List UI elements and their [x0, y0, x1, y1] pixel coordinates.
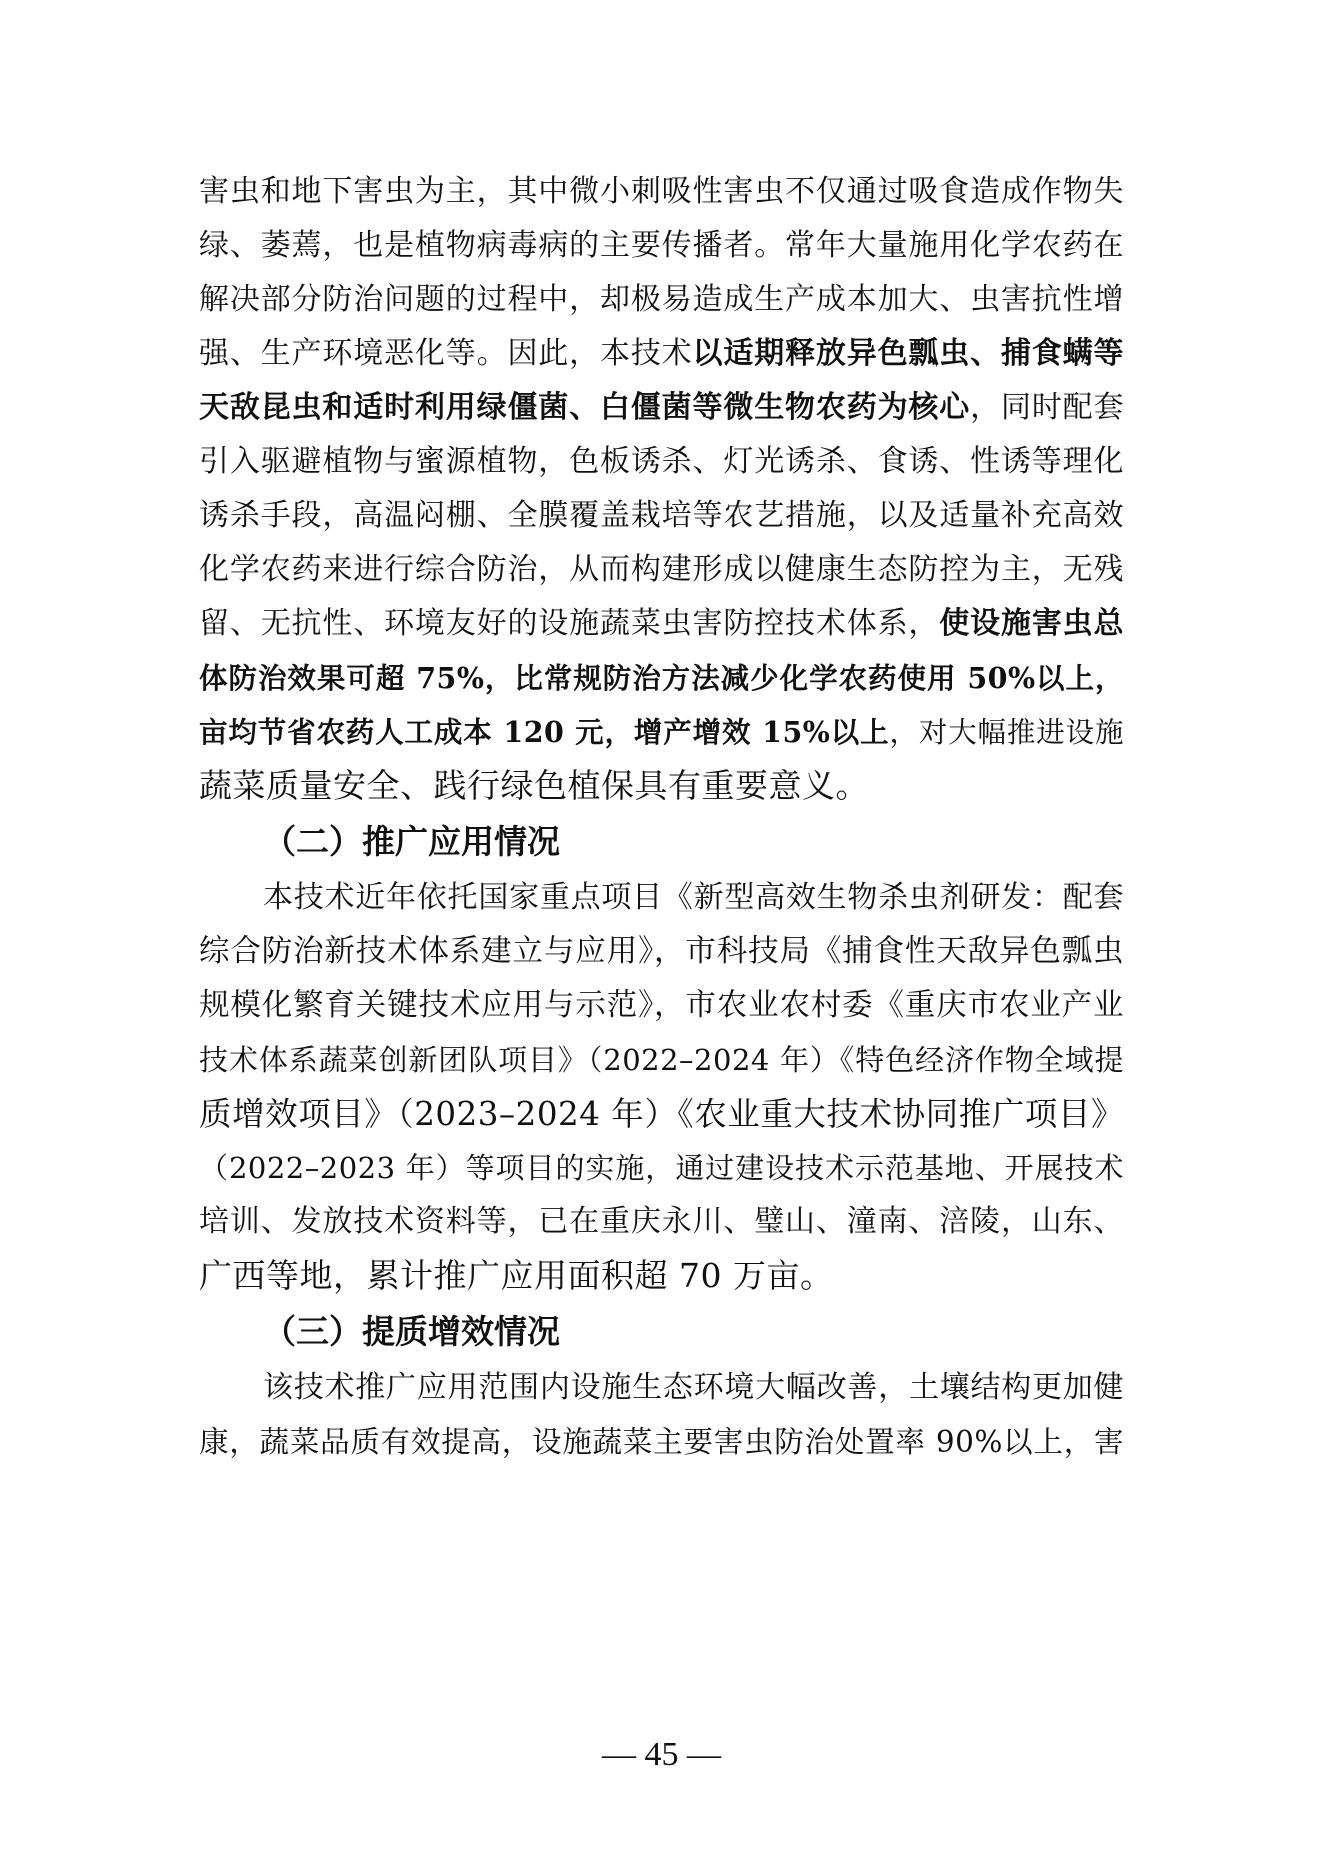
text-run: 化学农药来进行综合防治，从而构建形成以健康生态防控为主，无残 — [199, 552, 1124, 587]
body-line — [199, 164, 1124, 220]
section-heading-3: （三）提质增效情况 — [263, 1312, 560, 1351]
body-line: 技术体系蔬菜创新团队项目》（2022–2024 年）《特色经济作物全域提 — [199, 1043, 1124, 1077]
text-run: 害虫和地下害虫为主，其中微小刺吸性害虫不仅通过吸食造成作物失 — [199, 174, 1124, 209]
body-line — [199, 218, 1124, 274]
body-line — [199, 434, 1124, 490]
text-run: 蔬菜质量安全、践行绿色植保具有重要意义。 — [199, 766, 869, 805]
body-line — [199, 272, 1124, 328]
text-run: 绿、萎蔫，也是植物病毒病的主要传播者。常年大量施用化学农药在 — [199, 228, 1124, 263]
text-run: 解决部分防治问题的过程中，却极易造成生产成本加大、虫害抗性增 — [199, 282, 1124, 317]
body-line: 该技术推广应用范围内设施生态环境大幅改善，土壤结构更加健 — [263, 1370, 1124, 1405]
text-run: ，对大幅推进设施 — [889, 716, 1125, 749]
body-line — [199, 380, 1124, 436]
body-line — [199, 326, 1124, 382]
body-line: 广西等地，累计推广应用面积超 70 万亩。 — [199, 1256, 834, 1295]
body-line — [199, 596, 1124, 652]
body-line: 规模化繁育关键技术应用与示范》，市农业农村委《重庆市农业产业 — [199, 988, 1124, 1023]
body-line: （2022–2023 年）等项目的实施，通过建设技术示范基地、开展技术 — [199, 1151, 1124, 1185]
text-run: 强、生产环境恶化等。因此，本技术 — [199, 336, 693, 371]
bold-text-run: 使设施害虫总 — [939, 606, 1125, 641]
bold-text-run: 亩均节省农药人工成本 120 元，增产增效 15%以上 — [199, 715, 890, 749]
body-line — [199, 650, 1124, 706]
body-line: 综合防治新技术体系建立与应用》，市科技局《捕食性天敌异色瓢虫 — [199, 934, 1124, 969]
body-line: 质增效项目》（2023–2024 年）《农业重大技术协同推广项目》 — [199, 1095, 1124, 1133]
text-run: 引入驱避植物与蜜源植物，色板诱杀、灯光诱杀、食诱、性诱等理化 — [199, 444, 1124, 479]
body-line: 康，蔬菜品质有效提高，设施蔬菜主要害虫防治处置率 90%以上，害 — [199, 1425, 1124, 1459]
body-line — [199, 488, 1124, 544]
page-number: — 45 — — [602, 1736, 721, 1773]
bold-text-run: 天敌昆虫和适时利用绿僵菌、白僵菌等微生物农药为核心 — [199, 390, 971, 425]
section-heading-2: （二）推广应用情况 — [263, 822, 560, 861]
body-line — [199, 542, 1124, 598]
text-run: 诱杀手段，高温闷棚、全膜覆盖栽培等农艺措施，以及适量补充高效 — [199, 498, 1124, 533]
body-line — [199, 704, 1124, 760]
text-run: ，同时配套 — [970, 390, 1125, 425]
text-run: 留、无抗性、环境友好的设施蔬菜虫害防控技术体系， — [199, 606, 940, 641]
bold-text-run: 体防治效果可超 75%，比常规防治方法减少化学农药使用 50%以上， — [199, 661, 1124, 695]
body-line: 本技术近年依托国家重点项目《新型高效生物杀虫剂研发：配套 — [263, 880, 1124, 915]
body-line — [199, 758, 1124, 814]
bold-text-run: 以适期释放异色瓢虫、捕食螨等 — [692, 336, 1125, 371]
body-line: 培训、发放技术资料等，已在重庆永川、璧山、潼南、涪陵，山东、 — [199, 1204, 1124, 1239]
